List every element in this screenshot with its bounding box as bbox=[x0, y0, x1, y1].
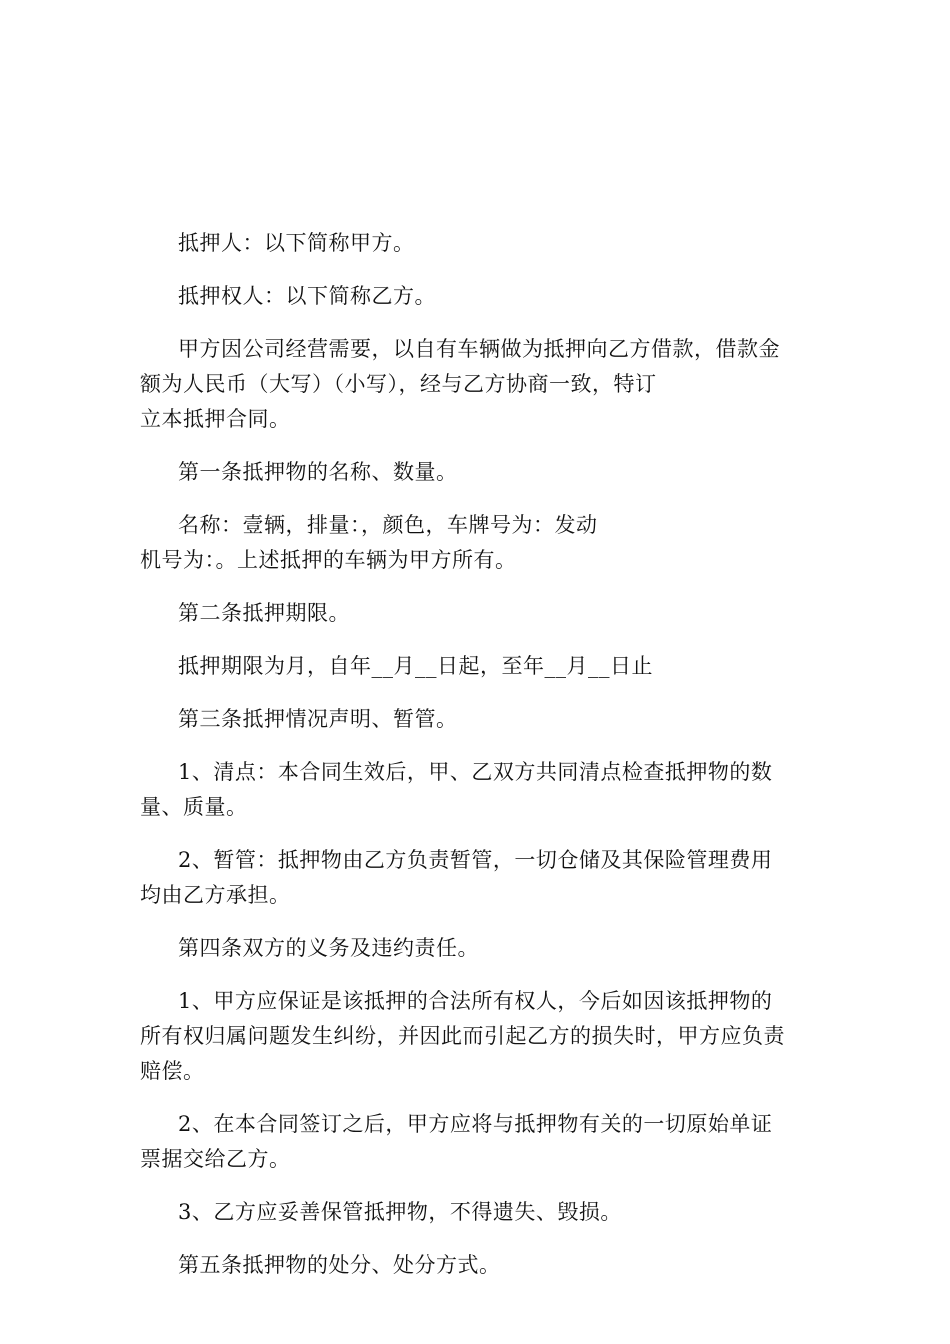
text-line: 机号为：。上述抵押的车辆为甲方所有。 bbox=[140, 548, 517, 572]
text-line: 1、清点：本合同生效后，甲、乙双方共同清点检查抵押物的数 bbox=[178, 760, 773, 784]
text-line: 所有权归属问题发生纠纷，并因此而引起乙方的损失时，甲方应负责 bbox=[140, 1024, 785, 1048]
text-line: 3、乙方应妥善保管抵押物，不得遗失、毁损。 bbox=[178, 1200, 622, 1224]
article-4-heading bbox=[140, 931, 812, 966]
article-2-heading bbox=[140, 596, 812, 631]
text-line: 名称：壹辆，排量：，颜色，车牌号为：发动 bbox=[178, 513, 598, 537]
article-3-item-1 bbox=[140, 755, 812, 825]
article-3-heading bbox=[140, 702, 812, 737]
text-line: 第二条抵押期限。 bbox=[178, 601, 350, 625]
text-line: 甲方因公司经营需要，以自有车辆做为抵押向乙方借款，借款金 bbox=[178, 337, 780, 361]
text-line: 1、甲方应保证是该抵押的合法所有权人，今后如因该抵押物的 bbox=[178, 989, 773, 1013]
text-line: 2、在本合同签订之后，甲方应将与抵押物有关的一切原始单证 bbox=[178, 1112, 773, 1136]
article-5-heading bbox=[140, 1248, 812, 1283]
text-line: 抵押权人：以下简称乙方。 bbox=[178, 284, 436, 308]
text-line: 赔偿。 bbox=[140, 1059, 205, 1083]
article-4-item-2 bbox=[140, 1107, 812, 1177]
text-line: 量、质量。 bbox=[140, 795, 248, 819]
paragraph-mortgagee bbox=[140, 279, 812, 314]
article-4-item-3 bbox=[140, 1195, 812, 1230]
text-line: 抵押期限为月，自年__月__日起，至年__月__日止 bbox=[178, 654, 653, 678]
article-2-body bbox=[140, 649, 812, 684]
text-line: 额为人民币（大写）（小写），经与乙方协商一致，特订 bbox=[140, 372, 657, 396]
article-1-heading bbox=[140, 455, 812, 490]
paragraph-mortgagor bbox=[140, 226, 812, 261]
text-line: 抵押人：以下简称甲方。 bbox=[178, 231, 415, 255]
article-4-item-1 bbox=[140, 984, 812, 1089]
text-line: 立本抵押合同。 bbox=[140, 407, 291, 431]
paragraph-preamble bbox=[140, 332, 812, 437]
text-line: 第五条抵押物的处分、处分方式。 bbox=[178, 1253, 501, 1277]
article-1-body bbox=[140, 508, 812, 578]
text-line: 2、暂管：抵押物由乙方负责暂管，一切仓储及其保险管理费用 bbox=[178, 848, 773, 872]
contract-body bbox=[140, 226, 812, 1301]
text-line: 第三条抵押情况声明、暂管。 bbox=[178, 707, 458, 731]
text-line: 票据交给乙方。 bbox=[140, 1147, 291, 1171]
text-line: 均由乙方承担。 bbox=[140, 883, 291, 907]
text-line: 第四条双方的义务及违约责任。 bbox=[178, 936, 479, 960]
article-3-item-2 bbox=[140, 843, 812, 913]
text-line: 第一条抵押物的名称、数量。 bbox=[178, 460, 458, 484]
